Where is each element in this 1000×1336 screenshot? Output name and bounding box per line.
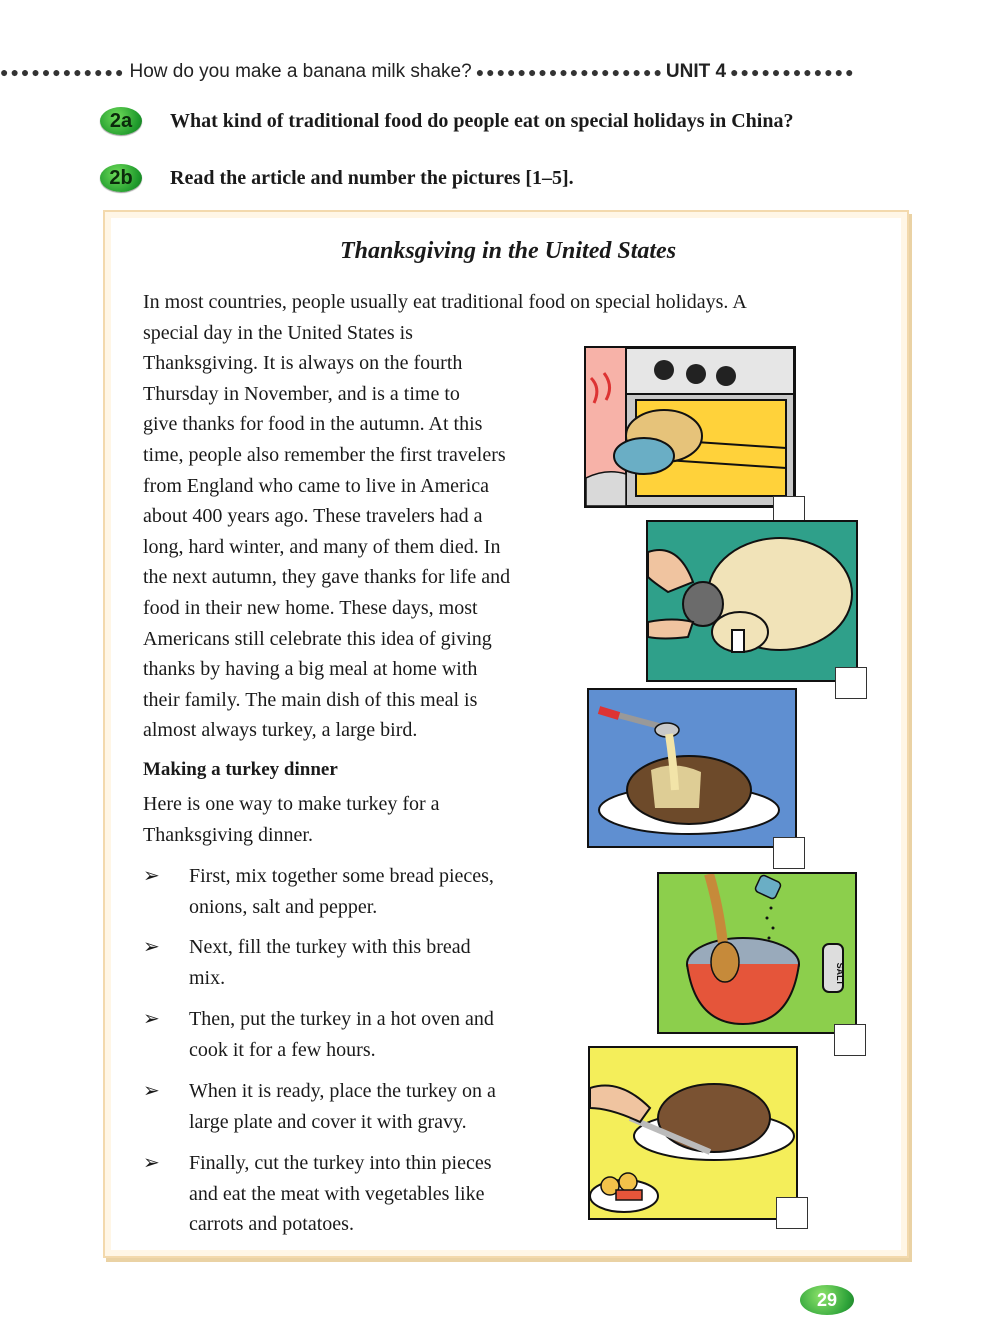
step-line: Then, put the turkey in a hot oven and bbox=[189, 1008, 494, 1030]
header-title: How do you make a banana milk shake? bbox=[129, 61, 472, 82]
step-line: large plate and cover it with gravy. bbox=[189, 1110, 467, 1133]
task-2a bbox=[100, 107, 793, 135]
task-2b-text: Read the article and number the pictures [1–5]. bbox=[170, 166, 574, 189]
task-2a-text: What kind of traditional food do people eat on special holidays in China? bbox=[170, 109, 794, 132]
subheading: Making a turkey dinner bbox=[143, 759, 338, 780]
paragraph-line: long, hard winter, and many of them died. In bbox=[143, 535, 501, 558]
paragraph-line: Americans still celebrate this idea of giving bbox=[143, 627, 492, 650]
salt-label: SALT bbox=[835, 962, 845, 986]
step-line: onions, salt and pepper. bbox=[189, 895, 378, 918]
arrow-bullet-icon: ➢ bbox=[143, 936, 160, 958]
arrow-bullet-icon: ➢ bbox=[143, 865, 160, 887]
paragraph-line: the next autumn, they gave thanks for life and bbox=[143, 566, 511, 589]
unit-label: UNIT 4 bbox=[665, 61, 727, 82]
carving-illustration bbox=[590, 1048, 796, 1218]
paragraph-line: Thanksgiving. It is always on the fourth bbox=[143, 352, 463, 375]
page-number: 29 bbox=[800, 1285, 854, 1315]
arrow-bullet-icon: ➢ bbox=[143, 1152, 160, 1174]
picture-number-box-5[interactable] bbox=[776, 1197, 808, 1229]
stuffing-illustration bbox=[648, 522, 856, 680]
step-line: carrots and potatoes. bbox=[189, 1213, 354, 1236]
paragraph-line: almost always turkey, a large bird. bbox=[143, 719, 418, 742]
step-line: cook it for a few hours. bbox=[189, 1038, 376, 1061]
mixing-bowl-picture bbox=[657, 872, 857, 1034]
intro-text bbox=[143, 789, 440, 850]
page-header bbox=[0, 58, 1000, 86]
header-dots-right: ●●●●●●●●●●●● bbox=[730, 64, 856, 80]
task-2b bbox=[100, 164, 574, 192]
paragraph-line: give thanks for food in the autumn. At this bbox=[143, 413, 483, 436]
step-line: When it is ready, place the turkey on a bbox=[189, 1080, 496, 1102]
step-line: Finally, cut the turkey into thin pieces bbox=[189, 1152, 492, 1174]
gravy-illustration bbox=[589, 690, 795, 846]
task-badge-2b: 2b bbox=[100, 164, 142, 192]
header-dots-middle: ●●●●●●●●●●●●●●●●●● bbox=[475, 64, 664, 80]
carving-turkey-picture bbox=[588, 1046, 798, 1220]
step-line: Next, fill the turkey with this bread bbox=[189, 936, 471, 958]
arrow-bullet-icon: ➢ bbox=[143, 1080, 160, 1102]
intro-line: Thanksgiving dinner. bbox=[143, 823, 313, 846]
step-line: and eat the meat with vegetables like bbox=[189, 1182, 485, 1205]
oven-turkey-picture bbox=[584, 346, 796, 508]
paragraph-line: In most countries, people usually eat traditional food on special holidays. A bbox=[143, 291, 747, 313]
step-line: mix. bbox=[189, 966, 226, 989]
mixing-illustration bbox=[659, 874, 855, 1032]
paragraph-line: Thursday in November, and is a time to bbox=[143, 382, 460, 405]
arrow-bullet-icon: ➢ bbox=[143, 1008, 160, 1030]
paragraph-line: special day in the United States is bbox=[143, 321, 413, 344]
paragraph-line: their family. The main dish of this meal is bbox=[143, 688, 478, 711]
task-badge-2a: 2a bbox=[100, 107, 142, 135]
picture-number-box-3[interactable] bbox=[773, 837, 805, 869]
gravy-turkey-picture bbox=[587, 688, 797, 848]
paragraph-line: food in their new home. These days, most bbox=[143, 596, 478, 619]
intro-line: Here is one way to make turkey for a bbox=[143, 793, 440, 815]
header-dots-left: ●●●●●●●●●●●● bbox=[0, 64, 126, 80]
paragraph-line: about 400 years ago. These travelers had a bbox=[143, 505, 483, 528]
oven-illustration bbox=[586, 348, 794, 506]
paragraph-line: time, people also remember the first travelers bbox=[143, 443, 506, 466]
step-line: First, mix together some bread pieces, bbox=[189, 865, 494, 887]
paragraph-line: from England who came to live in America bbox=[143, 474, 490, 497]
picture-number-box-4[interactable] bbox=[834, 1024, 866, 1056]
stuffing-turkey-picture bbox=[646, 520, 858, 682]
picture-number-box-2[interactable] bbox=[835, 667, 867, 699]
article-title: Thanksgiving in the United States bbox=[339, 238, 677, 264]
paragraph-line: thanks by having a big meal at home with bbox=[143, 658, 478, 681]
